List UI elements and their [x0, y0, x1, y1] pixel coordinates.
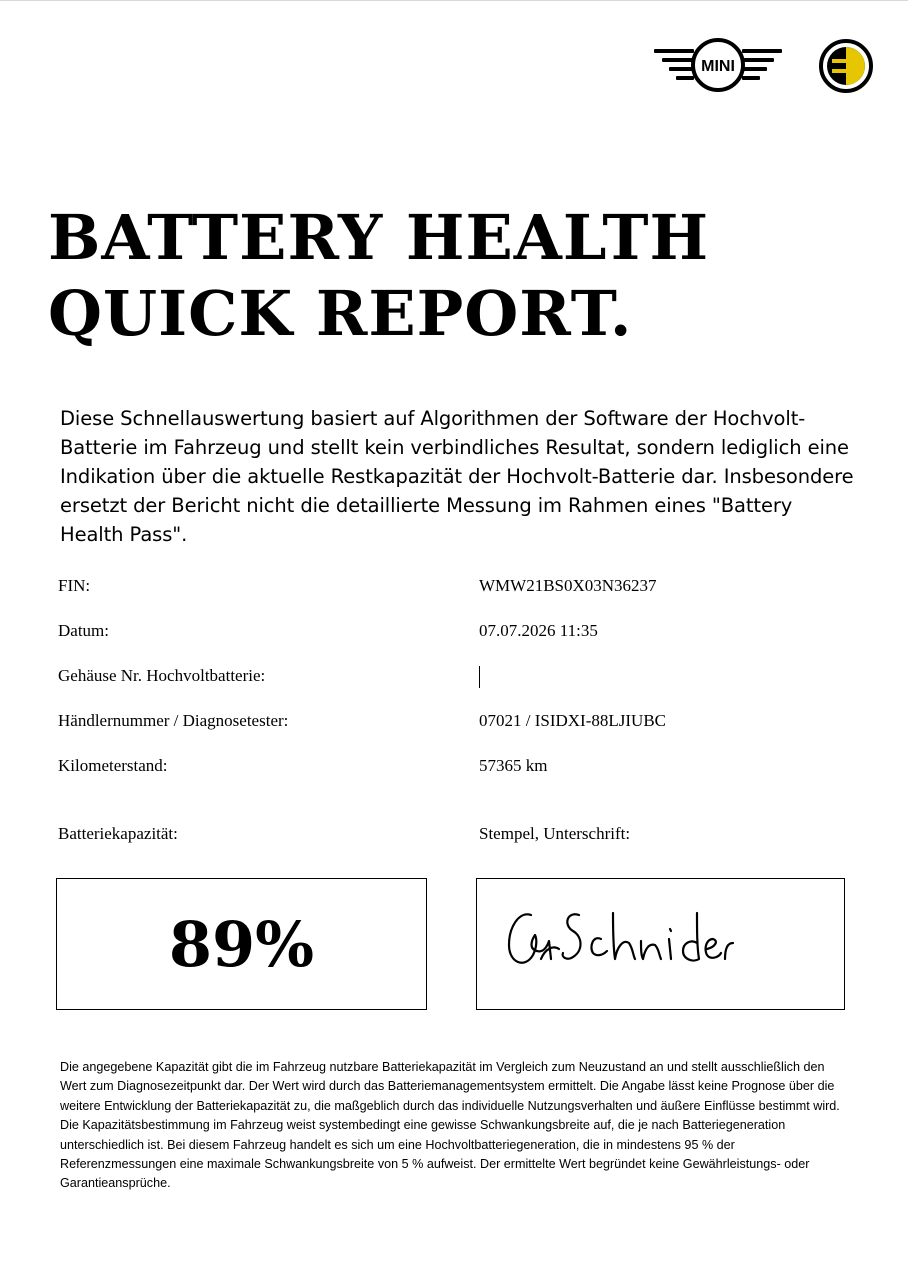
handwritten-signature — [501, 901, 741, 981]
field-value: 07021 / ISIDXI-88LJIUBC — [479, 711, 666, 730]
battery-housing-value — [479, 666, 480, 688]
report-fields — [58, 570, 858, 795]
field-label: FIN: — [58, 576, 91, 595]
field-label: Kilometerstand: — [58, 756, 168, 775]
signature-box — [476, 878, 845, 1010]
field-row-battery-housing — [58, 660, 858, 705]
report-title — [48, 200, 709, 352]
stamp-label: Stempel, Unterschrift: — [479, 824, 631, 843]
field-label: Gehäuse Nr. Hochvoltbatterie: — [58, 666, 266, 685]
title-line-1: BATTERY HEALTH — [48, 201, 710, 274]
disclaimer-footnote: Die angegebene Kapazität gibt die im Fahrzeug nutzbare Batteriekapazität im Vergleich zum Neuzustand an und stellt ausschließlich den Wert zum Diagnosezeitpunkt dar. Der Wert wird durch das Batteriemanagementsystem ermittelt. Die Angabe lässt keine Prognose über die weitere Entwicklung der Batteriekapazität zu, die maßgeblich durch das individuelle Nutzungsverhalten und äußere Einflüsse bestimmt wird. Die Kapazitätsbestimmung im Fahrzeug weist systembedingt eine gewisse Schwankungsbreite auf, die je nach Batteriegeneration unterschiedlich ist. Bei diesem Fahrzeug handelt es sich um eine Hochvoltbatteriegeneration, die in mindestens 95 % der Referenzmessungen eine maximale Schwankungsbreite von 5 % aufweist. Der ermittelte Wert begründet keine Gewährleistungs- oder Garantieansprüche. — [60, 1060, 840, 1191]
field-label: Datum: — [58, 621, 109, 640]
top-divider — [0, 0, 908, 1]
field-row-mileage — [58, 750, 858, 795]
field-row-dealer — [58, 705, 858, 750]
capacity-box — [56, 878, 427, 1010]
capacity-value: 89% — [168, 908, 315, 981]
capacity-label: Batteriekapazität: — [58, 824, 178, 843]
field-value: 07.07.2026 11:35 — [479, 621, 598, 640]
intro-paragraph: Diese Schnellauswertung basiert auf Algorithmen der Software der Hochvolt-Batterie im Fahrzeug und stellt kein verbindliches Resultat, sondern lediglich eine Indikation über die aktuelle Restkapazität der Hochvolt-Batterie dar. Insbesondere ersetzt der Bericht nicht die detaillierte Messung im Rahmen eines "Battery Health Pass". — [60, 407, 854, 546]
header-logos — [652, 36, 882, 98]
field-row-fin — [58, 570, 858, 615]
electric-plug-icon — [816, 38, 876, 98]
field-value: 57365 km — [479, 756, 548, 775]
field-row-date — [58, 615, 858, 660]
field-value: WMW21BS0X03N36237 — [479, 576, 657, 595]
field-label: Händlernummer / Diagnosetester: — [58, 711, 289, 730]
title-line-2: QUICK REPORT. — [48, 277, 633, 350]
brand-wordmark: MINI — [701, 58, 735, 75]
text-cursor — [479, 666, 480, 688]
mini-logo-icon — [652, 36, 784, 96]
